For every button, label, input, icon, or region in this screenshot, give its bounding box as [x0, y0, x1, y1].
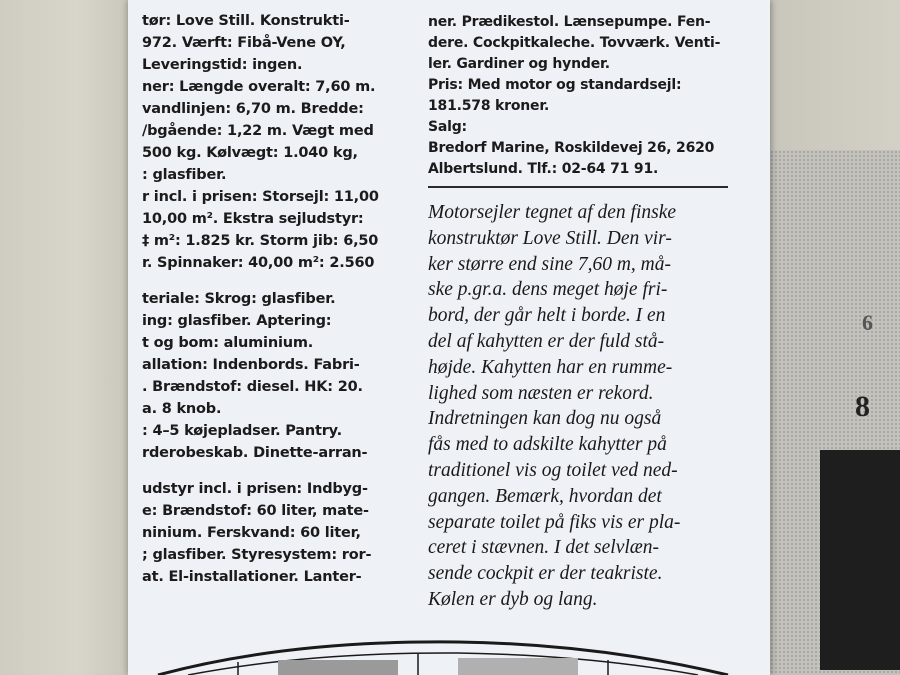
sales-heading: Salg: [428, 119, 467, 135]
body-line: konstruktør Love Still. Den vir- [428, 227, 672, 249]
spec-line: ner: Længde overalt: 7,60 m. [142, 79, 376, 95]
spec-gap [142, 464, 412, 478]
spec-line: ninium. Ferskvand: 60 liter, [142, 525, 361, 541]
spec-line: ; glasfiber. Styresystem: ror- [142, 547, 372, 563]
spec-line: r. Spinnaker: 40,00 m²: 2.560 [142, 255, 375, 271]
spec-line: dere. Cockpitkaleche. Tovværk. Venti- [428, 35, 721, 51]
article-body [428, 200, 758, 613]
section-divider [428, 186, 728, 188]
spec-line: teriale: Skrog: glasfiber. [142, 291, 336, 307]
spec-line: vandlinjen: 6,70 m. Bredde: [142, 101, 364, 117]
hatched-cockpit [458, 658, 578, 675]
background-dark-photo [820, 450, 900, 670]
body-line: ker større end sine 7,60 m, må- [428, 253, 671, 275]
dealer-address: Bredorf Marine, Roskildevej 26, 2620 [428, 140, 715, 156]
hull-inner-line [188, 653, 698, 675]
spec-line: . Brændstof: diesel. HK: 20. [142, 379, 363, 395]
spec-line: udstyr incl. i prisen: Indbyg- [142, 481, 368, 497]
spec-column-left [142, 10, 412, 588]
body-line: lighed som næsten er rekord. [428, 382, 654, 404]
background-magazine-page [770, 150, 900, 675]
price-and-sales-block [428, 12, 758, 180]
body-line: fås med to adskilte kahytter på [428, 434, 667, 456]
spec-line: at. El-installationer. Lanter- [142, 569, 362, 585]
background-number-mid: 8 [855, 390, 870, 423]
spec-line: a. 8 knob. [142, 401, 222, 417]
body-line: ske p.gr.a. dens meget høje fri- [428, 279, 668, 301]
spec-line: 972. Værft: Fibå-Vene OY, [142, 35, 346, 51]
spec-line: ler. Gardiner og hynder. [428, 56, 610, 72]
price-line: Pris: Med motor og standardsejl: [428, 77, 682, 93]
spec-line: 10,00 m². Ekstra sejludstyr: [142, 211, 364, 227]
spec-line: tør: Love Still. Konstrukti- [142, 13, 350, 29]
price-value: 181.578 kroner. [428, 98, 550, 114]
spec-line: ing: glasfiber. Aptering: [142, 313, 332, 329]
wall-background-left [0, 0, 130, 675]
body-line: sende cockpit er der teakriste. [428, 563, 663, 585]
body-line: bord, der går helt i borde. I en [428, 305, 666, 327]
body-line: gangen. Bemærk, hvordan det [428, 485, 662, 507]
spec-line: /bgående: 1,22 m. Vægt med [142, 123, 374, 139]
dealer-phone: Albertslund. Tlf.: 02-64 71 91. [428, 161, 659, 177]
body-line: traditionel vis og toilet ved ned- [428, 459, 678, 481]
article-column-right [428, 12, 758, 610]
boat-plan-drawing [128, 620, 770, 675]
body-line: højde. Kahytten har en rumme- [428, 356, 673, 378]
spec-line: 500 kg. Kølvægt: 1.040 kg, [142, 145, 358, 161]
body-line: Kølen er dyb og lang. [428, 588, 598, 610]
body-line: separate toilet på fiks vis er pla- [428, 511, 681, 533]
background-number-top: 6 [862, 310, 873, 335]
body-line: ceret i stævnen. I det selvlæn- [428, 537, 660, 559]
spec-gap [142, 274, 412, 288]
spec-line: rderobeskab. Dinette-arran- [142, 445, 368, 461]
spec-line: : 4–5 køjepladser. Pantry. [142, 423, 342, 439]
spec-line: ner. Prædikestol. Lænsepumpe. Fen- [428, 14, 711, 30]
body-line: Motorsejler tegnet af den finske [428, 202, 677, 223]
body-line: Indretningen kan dog nu også [428, 408, 662, 430]
hull-outline [158, 642, 728, 675]
spec-line: ‡ m²: 1.825 kr. Storm jib: 6,50 [142, 233, 379, 249]
spec-line: : glasfiber. [142, 167, 227, 183]
spec-line: Leveringstid: ingen. [142, 57, 303, 73]
spec-line: allation: Indenbords. Fabri- [142, 357, 360, 373]
body-line: del af kahytten er der fuld stå- [428, 330, 665, 352]
spec-line: e: Brændstof: 60 liter, mate- [142, 503, 369, 519]
spec-line: r incl. i prisen: Storsejl: 11,00 [142, 189, 379, 205]
hatched-cabin [278, 660, 398, 675]
spec-line: t og bom: aluminium. [142, 335, 314, 351]
